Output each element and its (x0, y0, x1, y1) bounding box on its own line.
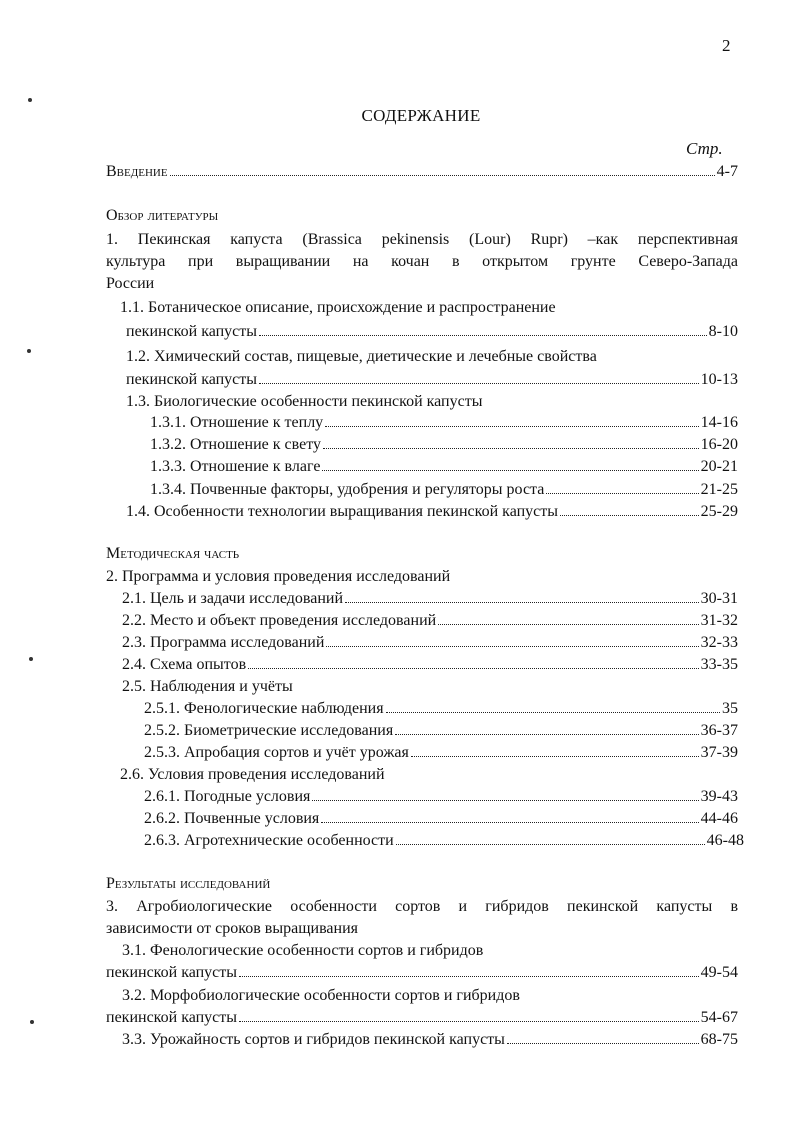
toc-entry (144, 786, 738, 808)
page-number: 2 (722, 36, 731, 55)
toc-entry-pages: 32-33 (700, 634, 738, 651)
toc-entry-pages: 31-32 (700, 612, 738, 629)
toc-entry (122, 610, 738, 632)
scan-speck (27, 349, 31, 353)
toc-entry-pages: 20-21 (700, 458, 738, 475)
section-heading: Методическая часть (106, 545, 240, 562)
scan-speck (28, 98, 32, 102)
toc-entry-pages: 37-39 (700, 744, 738, 761)
toc-entry (122, 588, 738, 610)
toc-entry-text: 1.3.2. Отношение к свету (150, 436, 321, 453)
toc-entry-text: 2.6.2. Почвенные условия (144, 810, 320, 827)
toc-entry-pages: 54-67 (700, 1009, 738, 1026)
toc-entry-text: 3.3. Урожайность сортов и гибридов пекинской капусты (122, 1031, 505, 1048)
scan-speck (29, 657, 33, 661)
toc-entry-text: 2.1. Цель и задачи исследований (122, 590, 344, 607)
toc-entry-text: 1.3.1. Отношение к теплу (150, 414, 324, 431)
dot-leader (396, 844, 705, 845)
toc-entry (126, 501, 738, 523)
page-title: СОДЕРЖАНИЕ (361, 106, 481, 125)
toc-entry: 3.1. Фенологические особенности сортов и гибридов (122, 942, 484, 959)
toc-entry: 2.5. Наблюдения и учёты (122, 678, 293, 695)
toc-entry: 3.2. Морфобиологические особенности сортов и гибридов (122, 987, 520, 1004)
toc-entry: 1.2. Химический состав, пищевые, диетические и лечебные свойства (126, 348, 597, 365)
toc-intro (106, 161, 738, 183)
toc-entry-text: 2.6.1. Погодные условия (144, 788, 311, 805)
dot-leader (259, 383, 699, 384)
toc-entry (150, 412, 738, 434)
toc-entry-pages: 35 (722, 700, 738, 717)
toc-entry-pages: 30-31 (700, 590, 738, 607)
toc-entry-text: пекинской капусты (126, 371, 258, 388)
toc-entry-text: 2.5.2. Биометрические исследования (144, 722, 394, 739)
dot-leader (546, 493, 698, 494)
toc-entry-pages: 16-20 (700, 436, 738, 453)
toc-entry (106, 962, 738, 984)
toc-entry-text: 2.6.3. Агротехнические особенности (144, 832, 394, 849)
dot-leader (248, 668, 699, 669)
toc-intro-pages: 4-7 (716, 163, 738, 180)
dot-leader (325, 426, 699, 427)
toc-entry-pages: 68-75 (700, 1031, 738, 1048)
toc-entry (144, 698, 738, 720)
toc-entry-text: пекинской капусты (106, 964, 238, 981)
dot-leader (322, 470, 698, 471)
dot-leader (239, 976, 699, 977)
dot-leader (345, 602, 699, 603)
section-heading: Результаты исследований (106, 875, 271, 892)
toc-entry (106, 1007, 738, 1029)
toc-entry (122, 654, 738, 676)
toc-entry-text: 2.4. Схема опытов (122, 656, 247, 673)
toc-entry (150, 456, 738, 478)
toc-entry: 1.3. Биологические особенности пекинской капусты (126, 393, 483, 410)
toc-entry-text: 2.3. Программа исследований (122, 634, 325, 651)
toc-entry: 2.6. Условия проведения исследований (120, 766, 385, 783)
chapter-line: 1. Пекинская капуста (Brassica pekinensis (Lour) Rupr) –как перспективная (106, 231, 738, 248)
toc-entry-pages: 8-10 (708, 323, 738, 340)
toc-entry-text: пекинской капусты (126, 323, 258, 340)
toc-entry-text: 1.4. Особенности технологии выращивания пекинской капусты (126, 503, 559, 520)
toc-entry (122, 1029, 738, 1051)
toc-entry (144, 720, 738, 742)
dot-leader (321, 822, 698, 823)
toc-entry (122, 632, 738, 654)
toc-entry-pages: 44-46 (700, 810, 738, 827)
toc-entry (150, 479, 738, 501)
toc-entry-pages: 36-37 (700, 722, 738, 739)
page-column-label: Стр. (686, 139, 723, 158)
dot-leader (411, 756, 699, 757)
toc-entry-pages: 46-48 (706, 832, 744, 849)
toc-entry-pages: 33-35 (700, 656, 738, 673)
toc-entry-pages: 39-43 (700, 788, 738, 805)
dot-leader (507, 1043, 699, 1044)
toc-entry-pages: 49-54 (700, 964, 738, 981)
toc-entry-text: 2.5.1. Фенологические наблюдения (144, 700, 384, 717)
chapter-line: 3. Агробиологические особенности сортов и гибридов пекинской капусты в (106, 898, 738, 915)
toc-entry (150, 434, 738, 456)
toc-entry-text: 1.3.4. Почвенные факторы, удобрения и регуляторы роста (150, 481, 545, 498)
dot-leader (395, 734, 698, 735)
chapter-line: 2. Программа и условия проведения исследований (106, 568, 451, 585)
toc-entry (144, 742, 738, 764)
toc-entry-text: 1.3.3. Отношение к влаге (150, 458, 321, 475)
scan-speck (30, 1020, 34, 1024)
dot-leader (170, 175, 715, 176)
toc-entry-text: 2.5.3. Апробация сортов и учёт урожая (144, 744, 409, 761)
toc-entry (144, 808, 738, 830)
dot-leader (386, 712, 720, 713)
chapter-line: культура при выращивании на кочан в открытом грунте Северо-Запада (106, 253, 738, 270)
chapter-line: зависимости от сроков выращивания (106, 920, 358, 937)
toc-entry (144, 830, 744, 852)
toc-entry: 1.1. Ботаническое описание, происхождение и распространение (120, 299, 556, 316)
dot-leader (312, 800, 698, 801)
toc-entry-pages: 14-16 (700, 414, 738, 431)
dot-leader (438, 624, 698, 625)
toc-entry (126, 321, 738, 343)
section-heading: Обзор литературы (106, 207, 219, 224)
toc-intro-label: Введение (106, 163, 168, 180)
toc-entry-text: 2.2. Место и объект проведения исследований (122, 612, 437, 629)
toc-entry-pages: 25-29 (700, 503, 738, 520)
toc-entry (126, 369, 738, 391)
toc-entry-pages: 10-13 (700, 371, 738, 388)
dot-leader (560, 515, 699, 516)
dot-leader (323, 448, 699, 449)
toc-entry-text: пекинской капусты (106, 1009, 238, 1026)
dot-leader (239, 1021, 699, 1022)
dot-leader (259, 335, 707, 336)
toc-entry-pages: 21-25 (700, 481, 738, 498)
chapter-line: России (106, 275, 155, 292)
dot-leader (326, 646, 698, 647)
